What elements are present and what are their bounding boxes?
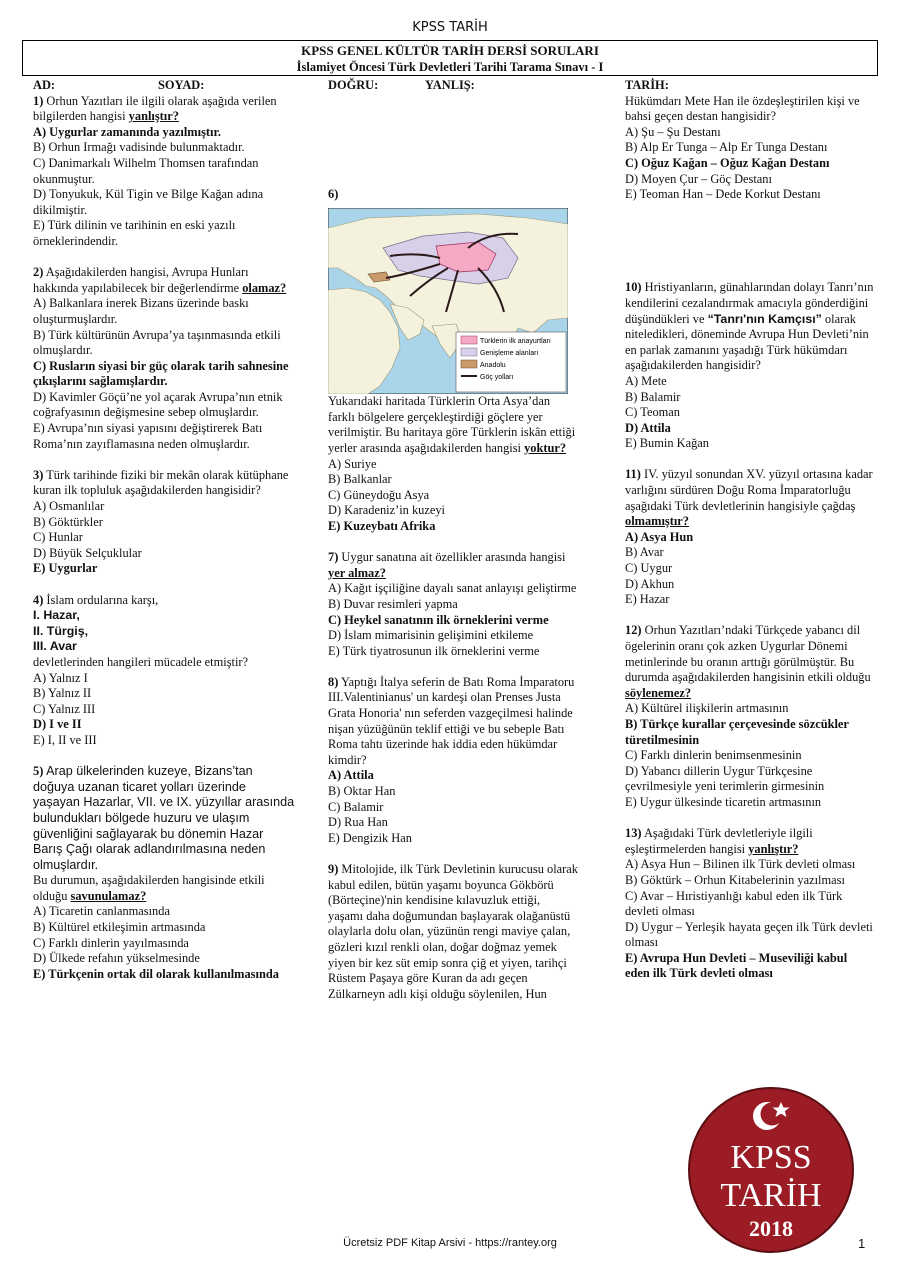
q9-option-c: C) Oğuz Kağan – Oğuz Kağan Destanı	[625, 155, 830, 170]
q1-option-b: B) Orhun Irmağı vadisinde bulunmaktadır.	[33, 140, 245, 155]
dogru-label: DOĞRU:	[328, 78, 379, 92]
question-9	[328, 862, 578, 1002]
q5-number: 5)	[33, 764, 44, 779]
question-6	[328, 187, 578, 535]
question-10	[625, 280, 875, 452]
q13-option-d: D) Uygur – Yerleşik hayata geçen ilk Türk devleti olması	[625, 919, 873, 950]
soyad-label: SOYAD:	[158, 78, 205, 92]
q10-option-d: D) Attila	[625, 420, 671, 435]
q1-number: 1)	[33, 93, 44, 108]
yanlis-label: YANLIŞ:	[425, 78, 475, 92]
q3-stem: Türk tarihinde fiziki bir mekân olarak kütüphane kuran ilk topluluk aşağıdakilerden hangisidir?	[33, 467, 289, 498]
legend-routes-label: Göç yolları	[480, 374, 514, 382]
name-fields	[33, 78, 295, 94]
q5-stem-key: savunulamaz?	[70, 888, 147, 903]
q4-item-2: II. Türgiş,	[33, 623, 89, 638]
question-1	[33, 94, 295, 250]
q10-number: 10)	[625, 280, 642, 295]
q3-number: 3)	[33, 467, 44, 482]
q1-option-a: A) Uygurlar zamanında yazılmıştır.	[33, 124, 221, 139]
question-3	[33, 468, 295, 577]
q11-option-d: D) Akhun	[625, 576, 675, 591]
q2-stem: Aşağıdakilerden hangisi, Avrupa Hunları hakkında yapılabilecek bir değerlendirme	[33, 265, 249, 295]
column-right	[625, 78, 875, 998]
question-12	[625, 623, 875, 810]
q6-option-b: B) Balkanlar	[328, 472, 392, 487]
q5-stem-2: Bu durumun, aşağıdakilerden hangisinde etkili olduğu	[33, 873, 265, 903]
legend-swatch-homeland	[461, 336, 477, 344]
q9-stem-2: Hükümdarı Mete Han ile özdeşleştirilen kişi ve bahsi geçen destan hangisidir?	[625, 93, 860, 124]
q11-option-b: B) Avar	[625, 545, 664, 560]
legend-swatch-anatolia	[461, 360, 477, 368]
q5-stem: Arap ülkelerinden kuzeye, Bizans’tan doğuya uzanan ticaret yolları üzerinde yaşayan Hazarlar, VII. ve IX. yüzyıllar arasında bulundukları bölgede huzuru ve ulaşım güvenliğini sağlayarak bu dönemin Hazar Barış Çağı olarak adlandırılmasına neden olmuşlardır.	[33, 764, 295, 872]
q6-option-e: E) Kuzeybatı Afrika	[328, 518, 436, 533]
question-7	[328, 550, 578, 659]
q9-option-a: A) Şu – Şu Destanı	[625, 124, 721, 139]
q13-number: 13)	[625, 826, 642, 841]
q4-item-1: I. Hazar,	[33, 608, 80, 623]
logo-tarih-text: TARİH	[720, 1177, 822, 1214]
legend-swatch-expansion	[461, 348, 477, 356]
exam-title: KPSS GENEL KÜLTÜR TARİH DERSİ SORULARI	[301, 43, 599, 58]
q10-stem-end: olarak niteledikleri, döneminde Avrupa Hun Devleti’nin en parlak zamanını yaşadığı Türk hükümdarı aşağıdakilerden hangisidir?	[625, 311, 869, 373]
q6-option-c: C) Güneydoğu Asya	[328, 487, 430, 502]
question-5	[33, 764, 295, 982]
question-9-continued	[625, 94, 875, 203]
q11-option-a: A) Asya Hun	[625, 529, 694, 544]
q9-option-e: E) Teoman Han – Dede Korkut Destanı	[625, 187, 821, 202]
q7-stem-key: yer almaz?	[328, 565, 386, 580]
q5-option-a: A) Ticaretin canlanmasında	[33, 904, 170, 919]
q9-option-d: D) Moyen Çur – Göç Destanı	[625, 171, 772, 186]
q13-stem: Aşağıdaki Türk devletleriyle ilgili eşleştirmelerden hangisi	[625, 826, 813, 856]
q4-option-c: C) Yalnız III	[33, 701, 96, 716]
q4-stem: İslam ordularına karşı,	[43, 592, 159, 607]
legend-homeland-label: Türklerin ilk anayurtları	[480, 338, 551, 346]
q2-option-d: D) Kavimler Göçü’ne yol açarak Avrupa’nın etnik coğrafyasının değişmesine sebep olmuşlardır.	[33, 389, 283, 420]
q11-option-c: C) Uygur	[625, 561, 673, 576]
legend-anatolia-label: Anadolu	[480, 362, 506, 370]
q4-option-b: B) Yalnız II	[33, 686, 92, 701]
q2-stem-key: olamaz?	[242, 280, 287, 295]
q8-option-b: B) Oktar Han	[328, 784, 396, 799]
q7-option-b: B) Duvar resimleri yapma	[328, 596, 458, 611]
q6-option-a: A) Suriye	[328, 456, 377, 471]
q1-option-c: C) Danimarkalı Wilhelm Thomsen tarafından okunmuştur.	[33, 155, 259, 186]
q8-option-a: A) Attila	[328, 768, 374, 783]
question-13	[625, 826, 875, 982]
question-2	[33, 265, 295, 452]
q6-option-d: D) Karadeniz’in kuzeyi	[328, 503, 445, 518]
q8-option-c: C) Balamir	[328, 799, 384, 814]
q10-option-e: E) Bumin Kağan	[625, 436, 709, 451]
q1-option-d: D) Tonyukuk, Kül Tigin ve Bilge Kağan adına dikilmiştir.	[33, 187, 264, 217]
q10-option-a: A) Mete	[625, 373, 667, 388]
q4-number: 4)	[33, 592, 44, 607]
q2-number: 2)	[33, 265, 44, 280]
q7-stem: Uygur sanatına ait özellikler arasında hangisi	[338, 550, 566, 565]
q3-option-e: E) Uygurlar	[33, 561, 98, 576]
q3-option-a: A) Osmanlılar	[33, 499, 105, 514]
q10-option-b: B) Balamir	[625, 389, 681, 404]
q3-option-d: D) Büyük Selçuklular	[33, 545, 142, 560]
q2-option-e: E) Avrupa’nın siyasi yapısını değiştirerek Batı Roma’nın zayıflamasına neden olmuşlardır.	[33, 421, 263, 451]
q11-stem-key: olmamıştır?	[625, 514, 690, 529]
q3-option-c: C) Hunlar	[33, 530, 83, 545]
q12-option-c: C) Farklı dinlerin benimsenmesinin	[625, 748, 802, 763]
q8-stem: Yaptığı İtalya seferin de Batı Roma İmparatoru III.Valentinianus' un kardeşi olan Prenses Justa Grata Honoria' nın seferden vazgeçilmesi halinde nişan yüzüğünün teklif ettiği ve bu sebeple Batı Roma tahtı üzerinde hak iddia eden hükümdar kimdir?	[328, 674, 575, 767]
page-number: 1	[858, 1236, 866, 1251]
q10-stem-quote: “Tanrı'nın Kamçısı”	[707, 311, 822, 326]
q8-number: 8)	[328, 674, 339, 689]
q12-option-a: A) Kültürel ilişkilerin artmasının	[625, 701, 789, 716]
q9-stem: Mitolojide, ilk Türk Devletinin kurucusu olarak kabul edilen, bütün yaşamı boyunca Gökbörü (Börteçine)'nin kendisine kılavuzluk ettiği, yaşamı daha doğumundan başlayarak olağanüstü olaylarla dolu olan, yüzünün rengi maviye çalan, gözleri kızıl renkli olan, doğar doğmaz yemek yiyen bir kez süt emip sonra çiğ et yiyen, tarihçi Rüstem Paşaya göre Kuran da adı geçen Zülkarneyn adlı kişi olduğu söylenilen, Hun	[328, 862, 578, 1001]
q12-stem: Orhun Yazıtları’ndaki Türkçede yabancı dil ögelerinin oranı çok azken Uygurlar Dönemi metinlerinde bu oranın arttığı görülmüştür. Bu durumda aşağıdakilerden hangisinin etkili olduğu	[625, 623, 871, 685]
exam-header	[22, 40, 878, 76]
legend-expansion-label: Genişleme alanları	[480, 350, 539, 358]
q11-stem: IV. yüzyıl sonundan XV. yüzyıl ortasına kadar varlığını sürdüren Doğu Roma İmparatorluğu aşağıdaki Türk devletlerinin hangisiyle çağdaş	[625, 467, 873, 513]
score-fields	[328, 78, 578, 94]
q12-option-b: B) Türkçe kurallar çerçevesinde sözcükler türetilmesinin	[625, 716, 849, 747]
q4-stem-2: devletlerinden hangileri mücadele etmiştir?	[33, 654, 249, 669]
q6-stem-key: yoktur?	[524, 440, 567, 455]
q2-option-a: A) Balkanlara inerek Bizans üzerinde baskı oluşturmuşlardır.	[33, 296, 249, 326]
question-4	[33, 593, 295, 749]
q3-option-b: B) Göktürkler	[33, 514, 103, 529]
q4-option-a: A) Yalnız I	[33, 670, 88, 685]
q13-option-a: A) Asya Hun – Bilinen ilk Türk devleti olması	[625, 857, 856, 872]
question-8	[328, 675, 578, 847]
tarih-label: TARİH:	[625, 78, 669, 92]
q11-number: 11)	[625, 467, 641, 482]
column-left	[33, 78, 295, 998]
q5-option-b: B) Kültürel etkileşimin artmasında	[33, 920, 206, 935]
q7-option-a: A) Kağıt işçiliğine dayalı sanat anlayışı geliştirme	[328, 581, 577, 596]
map-legend	[456, 332, 566, 392]
q13-option-c: C) Avar – Hıristiyanlığı kabul eden ilk Türk devleti olması	[625, 888, 843, 919]
q2-option-c: C) Rusların siyasi bir güç olarak tarih sahnesine çıkışlarını sağlamışlardır.	[33, 358, 289, 389]
q9-option-b: B) Alp Er Tunga – Alp Er Tunga Destanı	[625, 140, 828, 155]
q2-option-b: B) Türk kültürünün Avrupa’ya taşınmasında etkili olmuşlardır.	[33, 327, 281, 358]
q12-option-e: E) Uygur ülkesinde ticaretin artmasının	[625, 794, 822, 809]
logo-kpss-text: KPSS	[730, 1139, 812, 1176]
q1-stem-key: yanlıştır?	[128, 109, 179, 124]
q4-item-3: III. Avar	[33, 639, 77, 654]
q13-option-e: E) Avrupa Hun Devleti – Museviliği kabul eden ilk Türk devleti olması	[625, 950, 848, 981]
q8-option-d: D) Rua Han	[328, 815, 388, 830]
exam-subtitle: İslamiyet Öncesi Türk Devletleri Tarihi Tarama Sınavı - I	[296, 60, 604, 74]
q11-option-e: E) Hazar	[625, 592, 670, 607]
q4-option-e: E) I, II ve III	[33, 732, 97, 747]
q9-number: 9)	[328, 862, 339, 876]
q7-option-d: D) İslam mimarisinin gelişimini etkileme	[328, 628, 534, 643]
q13-option-b: B) Göktürk – Orhun Kitabelerinin yazılması	[625, 872, 845, 887]
q5-option-c: C) Farklı dinlerin yayılmasında	[33, 935, 189, 950]
q4-option-d: D) I ve II	[33, 717, 82, 732]
q7-number: 7)	[328, 550, 339, 565]
q7-option-e: E) Türk tiyatrosunun ilk örneklerini verme	[328, 643, 540, 658]
page-top-title: KPSS TARİH	[412, 20, 488, 35]
q6-number: 6)	[328, 186, 339, 201]
q1-stem: Orhun Yazıtları ile ilgili olarak aşağıda verilen bilgilerden hangisi	[33, 93, 277, 124]
question-11	[625, 467, 875, 607]
q12-option-d: D) Yabancı dillerin Uygur Türkçesine çevrilmesiyle yeni terimlerin girmesinin	[625, 763, 825, 794]
footer-link[interactable]: Ücretsiz PDF Kitap Arsivi - https://rantey.org	[343, 1237, 557, 1249]
q10-stem: Hristiyanların, günahlarından dolayı Tanrı’nın kendilerini cezalandırmak amacıyla gönderdiğini düşündükleri ve	[625, 280, 874, 326]
q8-option-e: E) Dengizik Han	[328, 830, 412, 845]
kpss-tarih-logo	[687, 1086, 855, 1254]
q6-stem: Yukarıdaki haritada Türklerin Orta Asya’dan farklı bölgelere gerçekleştirdiği göçlere yer verilmiştir. Bu haritaya göre Türklerin iskân ettiği yerler arasında aşağıdakilerden hangisi	[328, 394, 576, 455]
q10-option-c: C) Teoman	[625, 405, 680, 420]
q12-stem-key: söylenemez?	[625, 685, 692, 700]
migration-map	[328, 208, 568, 394]
q7-option-c: C) Heykel sanatının ilk örneklerini verme	[328, 612, 549, 627]
q12-number: 12)	[625, 623, 642, 638]
q1-option-e: E) Türk dilinin ve tarihinin en eski yazılı örneklerindendir.	[33, 218, 236, 248]
logo-year-text: 2018	[749, 1216, 793, 1241]
q13-stem-key: yanlıştır?	[748, 841, 799, 856]
q5-option-d: D) Ülkede refahın yükselmesinde	[33, 951, 200, 966]
ad-label: AD:	[33, 78, 56, 92]
q5-option-e: E) Türkçenin ortak dil olarak kullanılmasında	[33, 966, 279, 981]
column-middle	[328, 78, 578, 1018]
